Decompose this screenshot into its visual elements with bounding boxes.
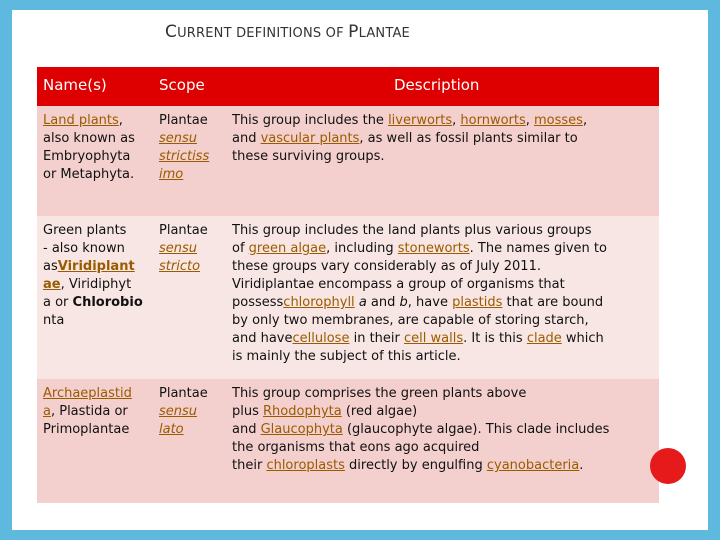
text-run: the organisms that eons ago acquired <box>232 440 480 455</box>
slide-title <box>165 22 410 42</box>
text-run: nta <box>43 313 65 328</box>
text-run: Plantae <box>159 223 208 238</box>
text-run: directly by engulfing <box>344 458 487 473</box>
text-run: Primoplantae <box>43 422 130 437</box>
text-run: Plantae <box>159 386 208 401</box>
description-cell <box>232 222 656 366</box>
text-run: or Metaphyta. <box>43 167 135 182</box>
text-run: LANTAE <box>358 26 410 41</box>
text-run: (glaucophyte algae). This clade includes <box>342 422 610 437</box>
header-description: Description <box>394 76 480 94</box>
text-run: . The names given to <box>469 241 607 256</box>
text-run: in their <box>349 331 404 346</box>
text-run: , as well as fossil plants similar to <box>359 131 578 146</box>
text-run: Plantae <box>159 113 208 128</box>
text-run: Chlorobio <box>72 295 143 310</box>
text-run: a <box>358 295 367 310</box>
cell-walls-link[interactable]: cell walls <box>404 331 464 346</box>
text-run: This group includes the <box>232 113 389 128</box>
text-run: URRENT DEFINITIONS OF <box>177 26 349 41</box>
text-run: a or <box>43 295 73 310</box>
mosses-link[interactable]: mosses <box>534 113 583 128</box>
land-plants-link[interactable]: Land plants <box>43 113 119 128</box>
strictissimo-link-cont[interactable]: imo <box>159 167 184 182</box>
lato-link[interactable]: lato <box>159 422 184 437</box>
text-run: of <box>232 241 249 256</box>
text-run: possess <box>232 295 284 310</box>
text-run: their <box>232 458 267 473</box>
text-run: that are bound <box>502 295 604 310</box>
text-run: , <box>118 113 123 128</box>
text-run: , have <box>407 295 453 310</box>
text-run: is mainly the subject of this article. <box>232 349 461 364</box>
text-run: , Plastida or <box>50 404 128 419</box>
scope-cell <box>159 385 215 439</box>
text-run: also known as <box>43 131 135 146</box>
scope-cell <box>159 112 215 184</box>
text-run: as <box>43 259 58 274</box>
stricto-link[interactable]: stricto <box>159 259 201 274</box>
text-run: these surviving groups. <box>232 149 385 164</box>
text-run: by only two membranes, are capable of storing starch, <box>232 313 589 328</box>
description-cell <box>232 112 656 166</box>
table-header <box>37 67 659 106</box>
table-row <box>37 216 659 379</box>
text-run: . It is this <box>463 331 527 346</box>
text-run: P <box>348 22 359 42</box>
text-run: and have <box>232 331 293 346</box>
cellulose-link[interactable]: cellulose <box>292 331 350 346</box>
strictissimo-link[interactable]: strictiss <box>159 149 210 164</box>
text-run: Embryophyta <box>43 149 131 164</box>
text-run: C <box>165 22 178 42</box>
text-run: which <box>561 331 604 346</box>
text-run: and <box>232 422 261 437</box>
text-run: , Viridiphyt <box>60 277 132 292</box>
stoneworts-link[interactable]: stoneworts <box>397 241 470 256</box>
text-run: - also known <box>43 241 125 256</box>
archaeplastida-link[interactable]: Archaeplastid <box>43 386 132 401</box>
text-run: , including <box>326 241 398 256</box>
header-scope: Scope <box>159 76 205 94</box>
rhodophyta-link[interactable]: Rhodophyta <box>263 404 342 419</box>
text-run: This group comprises the green plants above <box>232 386 527 401</box>
sensu-link[interactable]: sensu <box>159 404 198 419</box>
definitions-table <box>37 67 659 503</box>
viridiplantae-link-cont[interactable]: ae <box>43 277 61 292</box>
accent-circle <box>650 448 686 484</box>
text-run: This group includes the land plants plus various groups <box>232 223 592 238</box>
text-run: , <box>582 113 588 128</box>
hornworts-link[interactable]: hornworts <box>460 113 526 128</box>
text-run: (red algae) <box>341 404 418 419</box>
text-run: plus <box>232 404 264 419</box>
text-run: b <box>399 295 408 310</box>
text-run: Green plants <box>43 223 127 238</box>
name-cell <box>43 222 153 330</box>
cyanobacteria-link[interactable]: cyanobacteria <box>486 458 580 473</box>
text-run: , <box>525 113 535 128</box>
chlorophyll-link[interactable]: chlorophyll <box>283 295 355 310</box>
table-row <box>37 379 659 503</box>
sensu-link[interactable]: sensu <box>159 241 198 256</box>
table-row <box>37 106 659 216</box>
text-run: these groups vary considerably as of July 2011. <box>232 259 541 274</box>
chloroplasts-link[interactable]: chloroplasts <box>266 458 345 473</box>
text-run: and <box>232 131 261 146</box>
plastids-link[interactable]: plastids <box>452 295 503 310</box>
name-cell <box>43 385 153 439</box>
liverworts-link[interactable]: liverworts <box>388 113 453 128</box>
text-run: and <box>366 295 400 310</box>
sensu-link[interactable]: sensu <box>159 131 198 146</box>
green-algae-link[interactable]: green algae <box>248 241 327 256</box>
header-names: Name(s) <box>43 76 107 94</box>
viridiplantae-link[interactable]: Viridiplant <box>57 259 135 274</box>
vascular-plants-link[interactable]: vascular plants <box>260 131 360 146</box>
archaeplastida-link-cont[interactable]: a <box>43 404 51 419</box>
text-run: Viridiplantae encompass a group of organisms that <box>232 277 565 292</box>
clade-link[interactable]: clade <box>526 331 562 346</box>
text-run: . <box>579 458 584 473</box>
scope-cell <box>159 222 215 276</box>
description-cell <box>232 385 656 475</box>
name-cell <box>43 112 153 184</box>
glaucophyta-link[interactable]: Glaucophyta <box>260 422 343 437</box>
text-run: , <box>452 113 461 128</box>
